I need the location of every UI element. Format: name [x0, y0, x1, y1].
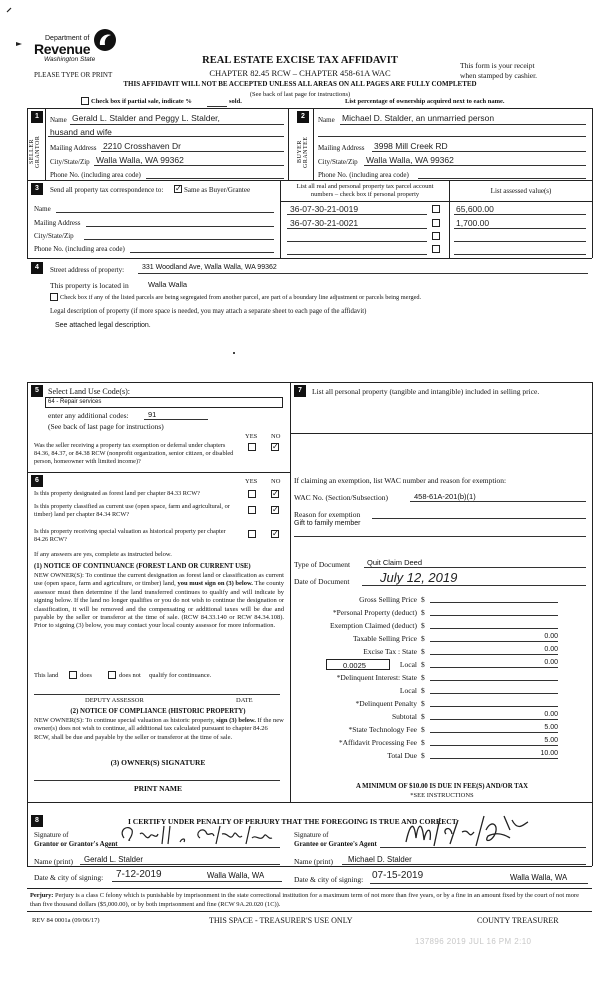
assessed-value-field[interactable] [454, 254, 586, 255]
grantor-date-value[interactable]: 7-12-2019 [116, 869, 162, 880]
forest-land-yes-checkbox[interactable] [248, 490, 256, 498]
county-treasurer-label: COUNTY TREASURER [477, 916, 559, 925]
buyer-phone-field[interactable] [418, 178, 586, 179]
seller-name-value-2[interactable]: husand and wife [50, 127, 112, 137]
corr-name-label: Name [34, 205, 51, 213]
qualify-label: qualify for continuance. [149, 672, 212, 679]
compliance-text [34, 717, 284, 742]
land-use-select[interactable] [45, 397, 283, 408]
seller-city-value[interactable]: Walla Walla, WA 99362 [96, 155, 184, 165]
section-1-number: 1 [31, 111, 43, 123]
tax-row-value[interactable]: 5.00 [430, 724, 558, 733]
partial-sale-label: Check box if partial sale, indicate % [91, 98, 192, 105]
land-use-label: Select Land Use Code(s): [48, 387, 130, 396]
buyer-name-label: Name [318, 116, 335, 124]
dollar-sign: $ [421, 660, 425, 669]
local-rate-box[interactable] [326, 659, 390, 670]
receipt-note-line2: when stamped by cashier. [460, 71, 538, 80]
dollar-sign: $ [421, 738, 425, 747]
street-address-value[interactable]: 331 Woodland Ave, Walla Walla, WA 99362 [142, 264, 277, 271]
certify-statement: I CERTIFY UNDER PENALTY OF PERJURY THAT THE FOREGOING IS TRUE AND CORRECT. [128, 817, 459, 826]
tax-row-label: *Delinquent Penalty [355, 699, 417, 708]
segregated-checkbox[interactable] [50, 293, 58, 301]
parcel-number-field[interactable] [287, 254, 427, 255]
tax-row-label: Total Due [387, 751, 417, 760]
current-use-yes-checkbox[interactable] [248, 506, 256, 514]
tax-row-label: Local [399, 660, 417, 669]
arrow-mark-icon [16, 40, 26, 48]
dollar-sign: $ [421, 712, 425, 721]
tax-row-value[interactable]: 0.00 [430, 659, 558, 668]
forest-land-question: Is this property designated as forest land per chapter 84.33 RCW? [34, 490, 200, 497]
doc-type-label: Type of Document [294, 560, 351, 569]
doc-type-value[interactable]: Quit Claim Deed [367, 558, 423, 567]
additional-codes-label: enter any additional codes: [48, 411, 129, 420]
deputy-assessor-label: DEPUTY ASSESSOR [85, 697, 144, 704]
tax-exemption-yes-checkbox[interactable] [248, 443, 256, 451]
section-4-number: 4 [31, 262, 43, 274]
personal-property-checkbox[interactable] [432, 205, 440, 213]
assessed-header: List assessed value(s) [490, 187, 552, 195]
tax-row-label: Exemption Claimed (deduct) [329, 621, 417, 630]
wac-label: WAC No. (Section/Subsection) [294, 493, 388, 502]
dollar-sign: $ [421, 634, 425, 643]
dollar-sign: $ [421, 699, 425, 708]
located-in-value[interactable]: Walla Walla [148, 280, 188, 289]
owner-signature-label: (3) OWNER(S) SIGNATURE [110, 758, 206, 767]
grantor-name-print-label: Name (print) [34, 857, 73, 866]
grantor-name-print-value[interactable]: Gerald L. Stalder [84, 855, 143, 864]
partial-sale-percent-field[interactable] [207, 106, 227, 107]
compliance-title: (2) NOTICE OF COMPLIANCE (HISTORIC PROPERTY) [70, 708, 246, 715]
grantee-sig-label-1: Signature of [294, 831, 329, 839]
land-use-selected: 64 - Repair services [48, 399, 102, 405]
personal-property-label: List all personal property (tangible and intangible) included in selling price. [312, 387, 540, 396]
dollar-sign: $ [421, 751, 425, 760]
seller-name-value[interactable]: Gerald L. Stalder and Peggy L. Stalder, [72, 113, 220, 123]
continuance-text-b: you must sign on (3) below. [177, 580, 253, 588]
revenue-emblem-icon [93, 28, 117, 52]
treasurer-use-label: THIS SPACE - TREASURER'S USE ONLY [209, 916, 353, 925]
receipt-note-line1: This form is your receipt [460, 61, 535, 70]
dollar-sign: $ [421, 673, 425, 682]
deputy-date-label: DATE [236, 697, 253, 704]
corr-mailing-field[interactable] [86, 226, 274, 227]
partial-sale-checkbox[interactable] [81, 97, 89, 105]
logo-dept-line1: Department of [45, 35, 90, 42]
parcel-header-line2: numbers – check box if personal property [310, 191, 420, 198]
logo-dept-line3: Washington State [44, 56, 96, 63]
seller-phone-field[interactable] [146, 178, 284, 179]
buyer-city-value[interactable]: Walla Walla, WA 99362 [366, 155, 454, 165]
see-instructions-note: *SEE INSTRUCTIONS [410, 792, 474, 799]
continuance-text-c: The county assessor must then determine if the land transferred continues to qualify and will indicate by signing below. If the land no longer qualifies or you do not wish to continue the designation or classification, it will be removed and the compensating or additional taxes will be due and payable by the seller or transferor at the time of sale. (RCW 84.33.140 or RCW 84.34.108). Prior to signing (3) below, you may contact your local county assessor for more information. [34, 580, 284, 630]
tax-row-value[interactable] [430, 685, 558, 694]
segregated-label: Check box if any of the listed parcels are being segregated from another parcel, are part of a boundary line adjustment or parcels being merged. [60, 294, 422, 301]
s6-no-header: NO [271, 478, 281, 485]
corr-phone-label: Phone No. (including area code) [34, 245, 125, 253]
corr-city-field[interactable] [84, 239, 274, 240]
tax-row-label: Subtotal [391, 712, 417, 721]
personal-property-checkbox[interactable] [432, 232, 440, 240]
dollar-sign: $ [421, 725, 425, 734]
buyer-mailing-value[interactable]: 3998 Mill Creek RD [374, 141, 448, 151]
forest-land-no-checkbox[interactable]: ✓ [272, 489, 279, 498]
grantee-name-print-label: Name (print) [294, 857, 333, 866]
not-accepted-notice: THIS AFFIDAVIT WILL NOT BE ACCEPTED UNLESS ALL AREAS ON ALL PAGES ARE FULLY COMPLETED [123, 80, 477, 88]
logo-dept-line2: Revenue [34, 41, 91, 57]
tax-row-label: *Personal Property (deduct) [332, 608, 417, 617]
perjury-text: Perjury is a class C felony which is punishable by imprisonment in the state correctional institution for a maximum term of not more than five years, or by a fine in an amount fixed by the court of not more than five thousand dollars ($5,000.00), or by both imprisonment and fine (RCW 9A.20.020 (1C)). [30, 892, 579, 908]
section-2-number: 2 [297, 111, 309, 123]
section-6-number: 6 [31, 475, 43, 487]
parcel-number-field[interactable] [287, 241, 427, 242]
tax-row-value[interactable]: 0.00 [430, 711, 558, 720]
seller-city-label: City/State/Zip [50, 158, 90, 166]
compliance-text-c: If the new owner(s) does not wish to continue, all additional tax calculated pursuant to chapter 84.26 RCW, shall be due and payable by the seller or transferor at the time of sale. [34, 717, 284, 741]
seller-mailing-value[interactable]: 2210 Crosshaven Dr [103, 141, 181, 151]
perjury-statement [30, 892, 590, 909]
corr-name-field[interactable] [56, 212, 274, 213]
local-rate-value: 0.0025 [343, 661, 366, 670]
wac-value[interactable]: 458-61A-201(b)(1) [414, 492, 476, 501]
tax-row-value[interactable]: 5.00 [430, 737, 558, 746]
tax-row-value[interactable] [430, 698, 558, 707]
same-as-buyer-checkbox[interactable]: ✓ [175, 184, 182, 193]
seller-name-label: Name [50, 116, 67, 124]
historic-question: Is this property receiving special valuation as historical property per chapter 84.26 RCW? [34, 528, 226, 543]
this-land-label: This land [34, 672, 59, 679]
corr-mailing-label: Mailing Address [34, 219, 81, 227]
s6-yes-header: YES [245, 478, 258, 485]
tax-exemption-question: Was the seller receiving a property tax exemption or deferral under chapters 84.36, 84.37, or 84.38 RCW (nonprofit organization, senior citizen, or disabled person, homeowner with limited income)? [34, 442, 234, 465]
ownership-pct-note: List percentage of ownership acquired next to each name. [345, 98, 505, 105]
same-as-buyer-label: Same as Buyer/Grantee [184, 186, 251, 194]
section-8-number: 8 [31, 815, 43, 827]
section-3-number: 3 [31, 183, 43, 195]
corner-mark-icon [6, 6, 14, 14]
personal-property-checkbox[interactable] [432, 219, 440, 227]
form-chapter: CHAPTER 82.45 RCW – CHAPTER 458-61A WAC [209, 68, 391, 78]
parcel-number[interactable]: 36-07-30-21-0019 [290, 204, 359, 214]
dollar-sign: $ [421, 647, 425, 656]
legal-desc-value[interactable]: See attached legal description. [55, 322, 151, 329]
dollar-sign: $ [421, 595, 425, 604]
grantee-date-city-label: Date & city of signing: [294, 875, 364, 884]
print-name-label: PRINT NAME [134, 784, 182, 793]
tax-row-value[interactable]: 0.00 [430, 646, 558, 655]
tax-row-label: Taxable Selling Price [352, 634, 417, 643]
min-fee-note: A MINIMUM OF $10.00 IS DUE IN FEE(S) AND/OR TAX [355, 783, 529, 790]
owner-signature-field[interactable] [34, 780, 280, 781]
buyer-grantee-label: BUYER GRANTEE [297, 136, 309, 168]
seller-mailing-label: Mailing Address [50, 144, 97, 152]
tax-row-label: *State Technology Fee [348, 725, 417, 734]
land-use-see-back: (See back of last page for instructions) [48, 422, 164, 431]
tax-row-value[interactable] [430, 607, 558, 616]
does-not-label: does not [119, 672, 141, 679]
seller-grantor-label: SELLER GRANTOR [29, 135, 41, 169]
compliance-text-a: NEW OWNER(S): To continue special valuation as historic property, [34, 717, 215, 724]
historic-yes-checkbox[interactable] [248, 530, 256, 538]
located-in-label: This property is located in [50, 281, 129, 290]
historic-no-checkbox[interactable]: ✓ [272, 529, 279, 538]
doc-date-value[interactable]: July 12, 2019 [380, 570, 458, 585]
compliance-text-b: sign (3) below. [216, 717, 256, 724]
corr-city-label: City/State/Zip [34, 232, 74, 240]
tax-row-value[interactable] [430, 594, 558, 603]
tax-row-label: Gross Selling Price [359, 595, 417, 604]
continuance-text-a: NEW OWNER(S): To continue the current designation as forest land or classification as current use (open space, farm and agriculture, or timber) land, [34, 572, 284, 588]
does-label: does [80, 672, 92, 679]
tax-exemption-no-checkbox[interactable]: ✓ [272, 442, 279, 451]
current-use-no-checkbox[interactable]: ✓ [272, 505, 279, 514]
tax-row-label: Excise Tax : State [363, 647, 417, 656]
current-use-question: Is this property classified as current use (open space, farm and agricultural, or timber) land per chapter 84.34 RCW? [34, 503, 230, 518]
tax-row-label: *Delinquent Interest: State [336, 673, 417, 682]
buyer-city-label: City/State/Zip [318, 158, 358, 166]
doc-date-label: Date of Document [294, 577, 350, 586]
buyer-mailing-label: Mailing Address [318, 144, 365, 152]
grantee-sig-label-2: Grantee or Grantee's Agent [294, 840, 377, 848]
seller-phone-label: Phone No. (including area code) [50, 171, 141, 179]
perjury-label: Perjury: [30, 892, 54, 899]
correspondence-label: Send all property tax correspondence to: [50, 186, 164, 194]
buyer-phone-label: Phone No. (including area code) [318, 171, 409, 179]
please-type-note: PLEASE TYPE OR PRINT [34, 71, 113, 79]
dollar-sign: $ [421, 608, 425, 617]
tax-row-label: *Affidavit Processing Fee [338, 738, 417, 747]
grantor-sig-label-2: Grantor or Grantor's Agent [34, 840, 118, 848]
legal-desc-label: Legal description of property (if more space is needed, you may attach a separate sheet to each page of the affidavit) [50, 308, 367, 315]
does-checkbox[interactable] [69, 671, 77, 679]
grantee-city-value[interactable]: Walla Walla, WA [510, 873, 568, 882]
grantee-date-value[interactable]: 07-15-2019 [372, 870, 424, 881]
continuance-title: (1) NOTICE OF CONTINUANCE (FOREST LAND OR CURRENT USE) [34, 563, 251, 570]
assessed-value-field[interactable] [454, 241, 586, 242]
grantor-city-value[interactable]: Walla Walla, WA [207, 871, 265, 880]
s5-yes-header: YES [245, 433, 258, 440]
form-number: REV 84 0001a (09/06/17) [32, 917, 100, 924]
grantor-signature[interactable] [110, 820, 280, 850]
grantee-signature[interactable] [400, 812, 540, 852]
dollar-sign: $ [421, 686, 425, 695]
grantor-sig-label-1: Signature of [34, 831, 69, 839]
buyer-name-value[interactable]: Michael D. Stalder, an unmarried person [342, 113, 495, 123]
parcel-header-line1: List all real and personal property tax parcel account [296, 183, 434, 190]
continuance-text [34, 572, 284, 631]
section-5-number: 5 [31, 385, 43, 397]
partial-sale-sold: sold. [229, 98, 242, 105]
reason-value[interactable]: Gift to family member [294, 520, 361, 527]
assessed-value[interactable]: 65,600.00 [456, 204, 494, 214]
treasurer-stamp: 137896 2019 JUL 16 PM 2:10 [415, 937, 532, 946]
exemption-claim-label: If claiming an exemption, list WAC number and reason for exemption: [294, 476, 507, 485]
grantee-name-print-value[interactable]: Michael D. Stalder [348, 855, 412, 864]
tax-row-value[interactable] [430, 672, 558, 681]
street-address-label: Street address of property: [50, 266, 125, 274]
if-yes-note: If any answers are yes, complete as instructed below. [34, 551, 172, 558]
dollar-sign: $ [421, 621, 425, 630]
additional-codes-value[interactable]: 91 [148, 410, 157, 419]
form-title: REAL ESTATE EXCISE TAX AFFIDAVIT [202, 55, 398, 66]
section-7-number: 7 [294, 385, 306, 397]
tax-row-value[interactable]: 0.00 [430, 633, 558, 642]
dot-mark [233, 352, 235, 354]
does-not-checkbox[interactable] [108, 671, 116, 679]
see-back-note: (See back of last page for instructions) [249, 91, 351, 98]
corr-phone-field[interactable] [130, 252, 274, 253]
tax-row-label: Local [399, 686, 417, 695]
parcel-number[interactable]: 36-07-30-21-0021 [290, 218, 359, 228]
personal-property-checkbox[interactable] [432, 245, 440, 253]
tax-row-value[interactable]: 10.00 [430, 750, 558, 759]
grantor-date-city-label: Date & city of signing: [34, 873, 104, 882]
s5-no-header: NO [271, 433, 281, 440]
assessed-value[interactable]: 1,700.00 [456, 218, 490, 228]
reason-label: Reason for exemption [294, 510, 361, 519]
tax-row-value[interactable] [430, 620, 558, 629]
